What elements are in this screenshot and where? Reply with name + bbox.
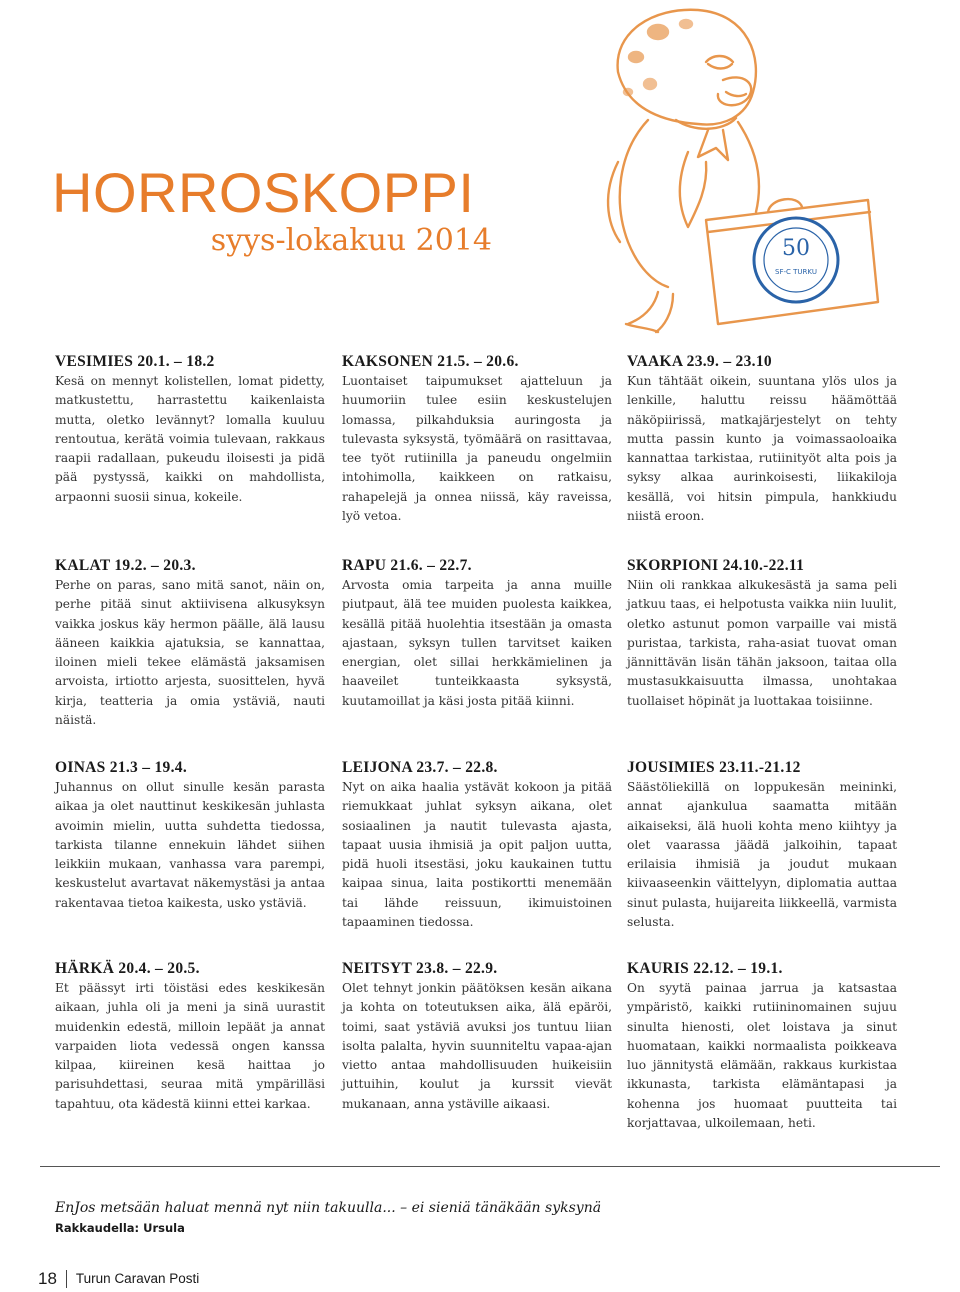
entry-skorpioni [627,556,897,711]
entry-harka [55,959,325,1114]
footer-author: Rakkaudella: Ursula [55,1221,185,1235]
svg-text:SF-C TURKU: SF-C TURKU [775,268,817,276]
entry-vesimies [55,352,325,507]
entry-text: Nyt on aika haalia ystävät kokoon ja pitää riemukkaat juhlat syksyn aikana, olet sosiaalinen ja nautit tulevasta ajasta, tapaat uusia ihmisiä ja opit paljon uutta, pidä huoli itsestäsi, joku kaukainen tuttu kaipaa sinua, laita postikortti menemään tai lähde reissuun, ikimuistoinen tapaaminen tiedossa. [342,780,612,930]
page-separator [66,1270,67,1288]
entry-title: NEITSYT 23.8. – 22.9. [342,960,498,977]
svg-text:50: 50 [782,236,810,261]
entry-title: KAURIS 22.12. – 19.1. [627,960,783,977]
entry-jousimies [627,758,897,932]
entry-title: HÄRKÄ 20.4. – 20.5. [55,960,200,977]
entry-title: KAKSONEN 21.5. – 20.6. [342,353,519,370]
footer-quote: EnJos metsään haluat mennä nyt niin takuulla... – ei sieniä tänäkään syksynä [55,1200,602,1216]
entry-kauris [627,959,897,1133]
entry-text: Juhannus on ollut sinulle kesän parasta aikaa ja olet nauttinut keskikesän juhlasta avoimin mielin, uutta suhdetta tiedossa, tarkista tilanne ennekuin lähdet siihen leikkiin mukaan, vanhassa vara parempi, keskustelut avartavat näkemystäsi ja antaa rakentavaa tietoa kaikesta, usko ystäviä. [55,780,325,910]
entry-title: RAPU 21.6. – 22.7. [342,557,472,574]
page-subtitle: syys-lokakuu 2014 [210,223,492,258]
publication-name: Turun Caravan Posti [75,1271,200,1286]
entry-oinas [55,758,325,913]
entry-text: Olet tehnyt jonkin päätöksen kesän aikana ja kohta on toteutuksen aika, älä epäröi, toimi, saat ystäviä avuksi jos tuntuu liian isolta palalta, hyvin suunniteltu vapaa-ajan vietto antaa mahdollisuuden huikeisiin juttuihin, koulut ja kurssit vievät mukanaan, anna ystäville aikaasi. [342,981,612,1111]
page-title: HORROSKOPPI [52,161,475,224]
entry-text: Perhe on paras, sano mitä sanot, näin on, perhe pitää sinut aktiivisena alkusyksyn vaikka joskus käy hermon päälle, älä lausu ääneen kaikkia ajatuksia, se kannattaa, iloinen mieli tekee elämästä jaksamisen arvoista, irtiotto arjesta, suosittelen, hyvä kirja, teatteria ja omia ystäviä, nauti näistä. [55,578,325,728]
footer-divider [40,1166,940,1167]
entry-title: VAAKA 23.9. – 23.10 [627,353,772,370]
entry-text: Et päässyt irti töistäsi edes keskikesän aikaan, juhla oli ja meni ja sinä uurastit muidenkin edestä, milloin lepäät ja annat varpaiden liota vedessä ongen kanssa kilpaa, kiireinen kesä haittaa jo parisuhdettasi, seuraa mitä ympärilläsi tapahtuu, ota kädestä kiinni ettei karkaa. [55,981,325,1111]
club-badge-icon [754,218,838,302]
entry-title: LEIJONA 23.7. – 22.8. [342,759,498,776]
entry-vaaka [627,352,897,526]
entry-text: Niin oli rankkaa alkukesästä ja sama peli jatkuu taas, ei helpotusta vaikka niin luulit, oletko astunut pomon varpaille vai mistä puristaa, tarkista, raha-asiat tuovat oman jännittävän lisän tähän jaksoon, taitaa olla mustasukkaisuutta ilmassa, unohtakaa tuollaiset höpinät ja luottakaa toisiinne. [627,578,897,708]
entry-kalat [55,556,325,730]
entry-title: JOUSIMIES 23.11.-21.12 [627,759,801,776]
entry-text: Kun tähtäät oikein, suuntana ylös ulos ja lenkille, haluttu reissu häämöttää näköpiirissä, matkajärjestelyt on tehty mutta passin kunto ja voimassaoloaika kannattaa tarkistaa, rutiinityöt alta pois ja syksy alkaa aurinkoisesti, liikakiloja kesällä, voi hitsin pimpula, hankkiudu niistä eroon. [627,374,897,524]
page-footer [38,1268,199,1290]
entry-neitsyt [342,959,612,1114]
entry-title: OINAS 21.3 – 19.4. [55,759,187,776]
entry-title: SKORPIONI 24.10.-22.11 [627,557,805,574]
entry-text: Säästöliekillä on loppukesän meininki, annat ajankulua saamatta mitään aikaiseksi, älä huoli kohta meno kiihtyy ja olet vaarassa jäädä jalkoihin, tapaat erilaisia ihmisiä ja joudut mukaan kiivaaseenkin väittelyyn, diplomatia auttaa sinut pulasta, huijareita liikkeellä, varmista selusta. [627,780,897,930]
entry-title: KALAT 19.2. – 20.3. [55,557,196,574]
entry-leijona [342,758,612,932]
entry-kaksonen [342,352,612,526]
entry-text: Kesä on mennyt kolistellen, lomat pidetty, matkustettu, harrastettu kaikenlaista mutta, oletko levännyt? lomalla kuuluu rentoutua, kerätä voimia tulevaan, rakkaus raapii radallaan, pukeudu iloisesti ja pidä pää pystyssä, kaikki on mahdollista, arpaonni suosii sinua, kokeile. [55,374,325,504]
entry-text: Luontaiset taipumukset ajatteluun ja huumoriin tulee esiin keskustelujen lomassa, pilkahduksia auringosta ja tulevasta syksystä, työmäärä on rasittavaa, tee työt rutiinilla ja paneudu ongelmiin intohimolla, kaikkeen on ratkaisu, rahapelejä ja onnea niissä, käy raveissa, lyö vetoa. [342,374,612,524]
bird-illustration [558,2,918,342]
entry-text: On syytä painaa jarrua ja katsastaa ympäristö, kaikki rutiininomainen sujuu sinulta hienosti, olet loistava ja sinut huomataan, kaikki normaalista poikkeava luo jännitystä elämään, rakkaus kurkistaa ikkunasta, tarkista elämäntapasi ja kohenna jos huomaat puutteita tai korjattavaa, ulkoilemaan, heti. [627,981,897,1131]
entry-title: VESIMIES 20.1. – 18.2 [55,353,215,370]
page-number: 18 [38,1269,57,1288]
entry-rapu [342,556,612,711]
entry-text: Arvosta omia tarpeita ja anna muille piutpaut, älä tee muiden puolesta kaikkea, kesällä pitää huolehtia itsestään ja omasta ajastaan, syksyn tullen tarvitset kaiken energian, olet sillai herkkämielinen ja haaveilet tunteikkaasta syksystä, kuutamoillat ja käsi josta pitää kiinni. [342,578,612,708]
title-block [52,163,512,259]
